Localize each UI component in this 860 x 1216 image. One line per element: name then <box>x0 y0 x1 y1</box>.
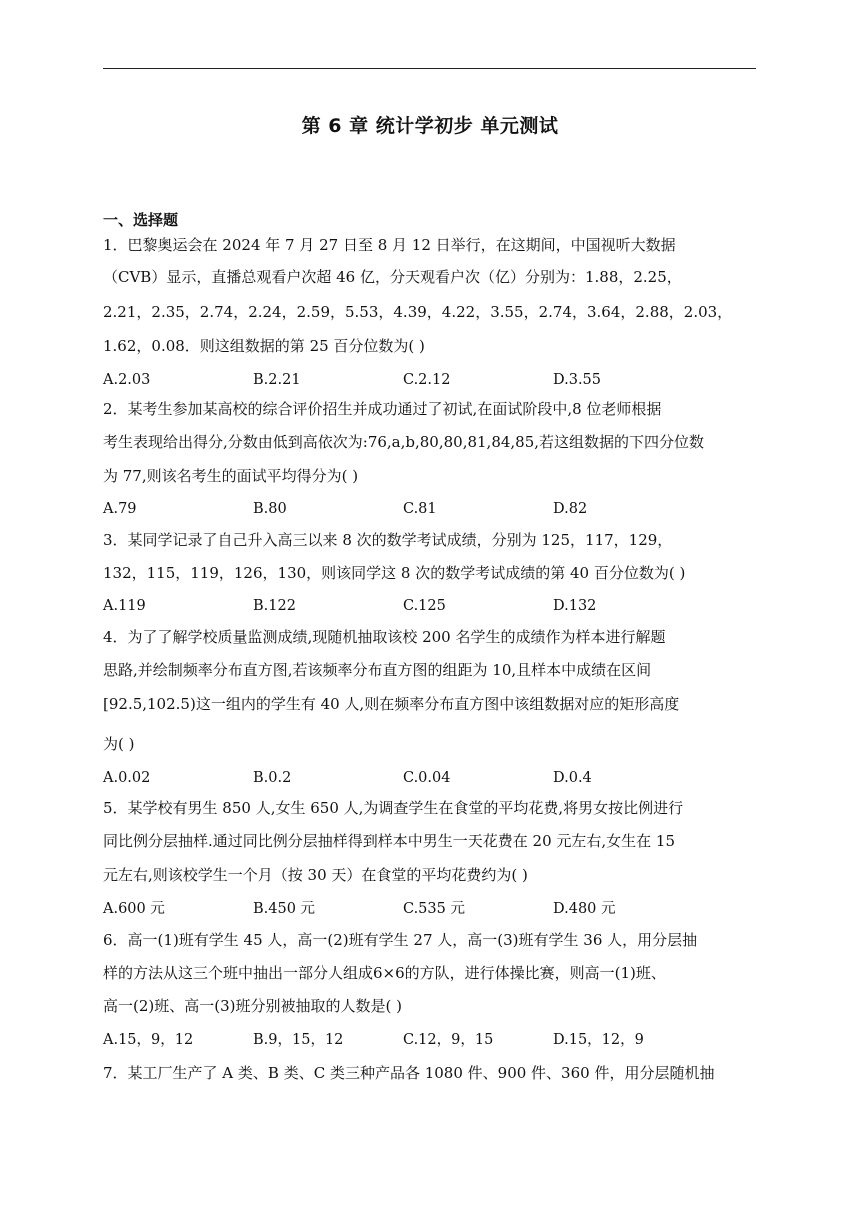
option-a[interactable]: A.79 <box>103 501 137 517</box>
option-b[interactable]: B.9，15，12 <box>253 1032 344 1048</box>
option-d[interactable]: D.82 <box>553 501 588 517</box>
question-4-line-3-text: 这一组内的学生有 40 人,则在频率分布直方图中该组数据对应的矩形高度 <box>195 695 680 713</box>
interval-expression: [92.5,102.5) <box>103 695 196 713</box>
question-4-line-3 <box>103 694 679 714</box>
question-5-line-2: 同比例分层抽样.通过同比例分层抽样得到样本中男生一天花费在 20 元左右,女生在 15 <box>103 832 676 850</box>
question-4-line-4: 为( ) <box>103 735 135 753</box>
option-a[interactable]: A.119 <box>103 598 146 614</box>
question-2-line-1: 2．某考生参加某高校的综合评价招生并成功通过了初试,在面试阶段中,8 位老师根据 <box>103 400 662 418</box>
question-5-line-1: 5．某学校有男生 850 人,女生 650 人,为调查学生在食堂的平均花费,将男女按比例进行 <box>103 799 684 817</box>
question-7-line-1: 7．某工厂生产了 A 类、B 类、C 类三种产品各 1080 件、900 件、360 件，用分层随机抽 <box>103 1064 715 1082</box>
option-c[interactable]: C.2.12 <box>403 372 451 388</box>
option-d[interactable]: D.15，12，9 <box>553 1032 644 1048</box>
option-c[interactable]: C.81 <box>403 501 437 517</box>
option-b[interactable]: B.2.21 <box>253 372 301 388</box>
question-5-line-3: 元左右,则该校学生一个月（按 30 天）在食堂的平均花费约为( ) <box>103 866 528 884</box>
question-1-line-1: 1．巴黎奥运会在 2024 年 7 月 27 日至 8 月 12 日举行，在这期间，中国视听大数据 <box>103 236 676 254</box>
option-d[interactable]: D.132 <box>553 598 597 614</box>
question-3-line-2: 132，115，119，126，130，则该同学这 8 次的数学考试成绩的第 40 百分位数为( ) <box>103 564 686 582</box>
question-2-line-2: 考生表现给出得分,分数由低到高依次为:76,a,b,80,80,81,84,85,若这组数据的下四分位数 <box>103 433 705 451</box>
option-b[interactable]: B.0.2 <box>253 770 292 786</box>
question-1-line-3: 2.21，2.35，2.74，2.24，2.59，5.53，4.39，4.22，3.55，2.74，3.64，2.88，2.03， <box>103 303 733 321</box>
option-c[interactable]: C.0.04 <box>403 770 451 786</box>
option-c[interactable]: C.535 元 <box>403 901 465 917</box>
question-6-line-1: 6．高一(1)班有学生 45 人，高一(2)班有学生 27 人，高一(3)班有学生 36 人，用分层抽 <box>103 931 698 949</box>
option-d[interactable]: D.480 元 <box>553 901 616 917</box>
question-4-line-1: 4．为了了解学校质量监测成绩,现随机抽取该校 200 名学生的成绩作为样本进行解题 <box>103 628 666 646</box>
option-d[interactable]: D.0.4 <box>553 770 592 786</box>
question-4-line-2: 思路,并绘制频率分布直方图,若该频率分布直方图的组距为 10,且样本中成绩在区间 <box>103 661 652 679</box>
page-title: 第 6 章 统计学初步 单元测试 <box>301 115 559 137</box>
question-1-line-4: 1.62，0.08．则这组数据的第 25 百分位数为( ) <box>103 337 425 355</box>
option-c[interactable]: C.125 <box>403 598 446 614</box>
option-c[interactable]: C.12，9，15 <box>403 1032 494 1048</box>
question-6-line-3: 高一(2)班、高一(3)班分别被抽取的人数是( ) <box>103 997 402 1015</box>
option-a[interactable]: A.0.02 <box>103 770 151 786</box>
option-a[interactable]: A.600 元 <box>103 901 165 917</box>
option-a[interactable]: A.2.03 <box>103 372 151 388</box>
question-1-line-2: （CVB）显示，直播总观看户次超 46 亿，分天观看户次（亿）分别为：1.88，2.25， <box>103 268 682 286</box>
option-b[interactable]: B.122 <box>253 598 296 614</box>
section-heading: 一、选择题 <box>103 211 179 229</box>
header-rule <box>103 68 756 69</box>
option-b[interactable]: B.80 <box>253 501 287 517</box>
question-2-line-3: 为 77,则该名考生的面试平均得分为( ) <box>103 467 359 485</box>
option-b[interactable]: B.450 元 <box>253 901 316 917</box>
option-a[interactable]: A.15，9，12 <box>103 1032 194 1048</box>
question-6-line-2: 样的方法从这三个班中抽出一部分人组成6×6的方队，进行体操比赛，则高一(1)班、 <box>103 964 666 982</box>
question-3-line-1: 3．某同学记录了自己升入高三以来 8 次的数学考试成绩，分别为 125，117，129， <box>103 531 673 549</box>
option-d[interactable]: D.3.55 <box>553 372 602 388</box>
